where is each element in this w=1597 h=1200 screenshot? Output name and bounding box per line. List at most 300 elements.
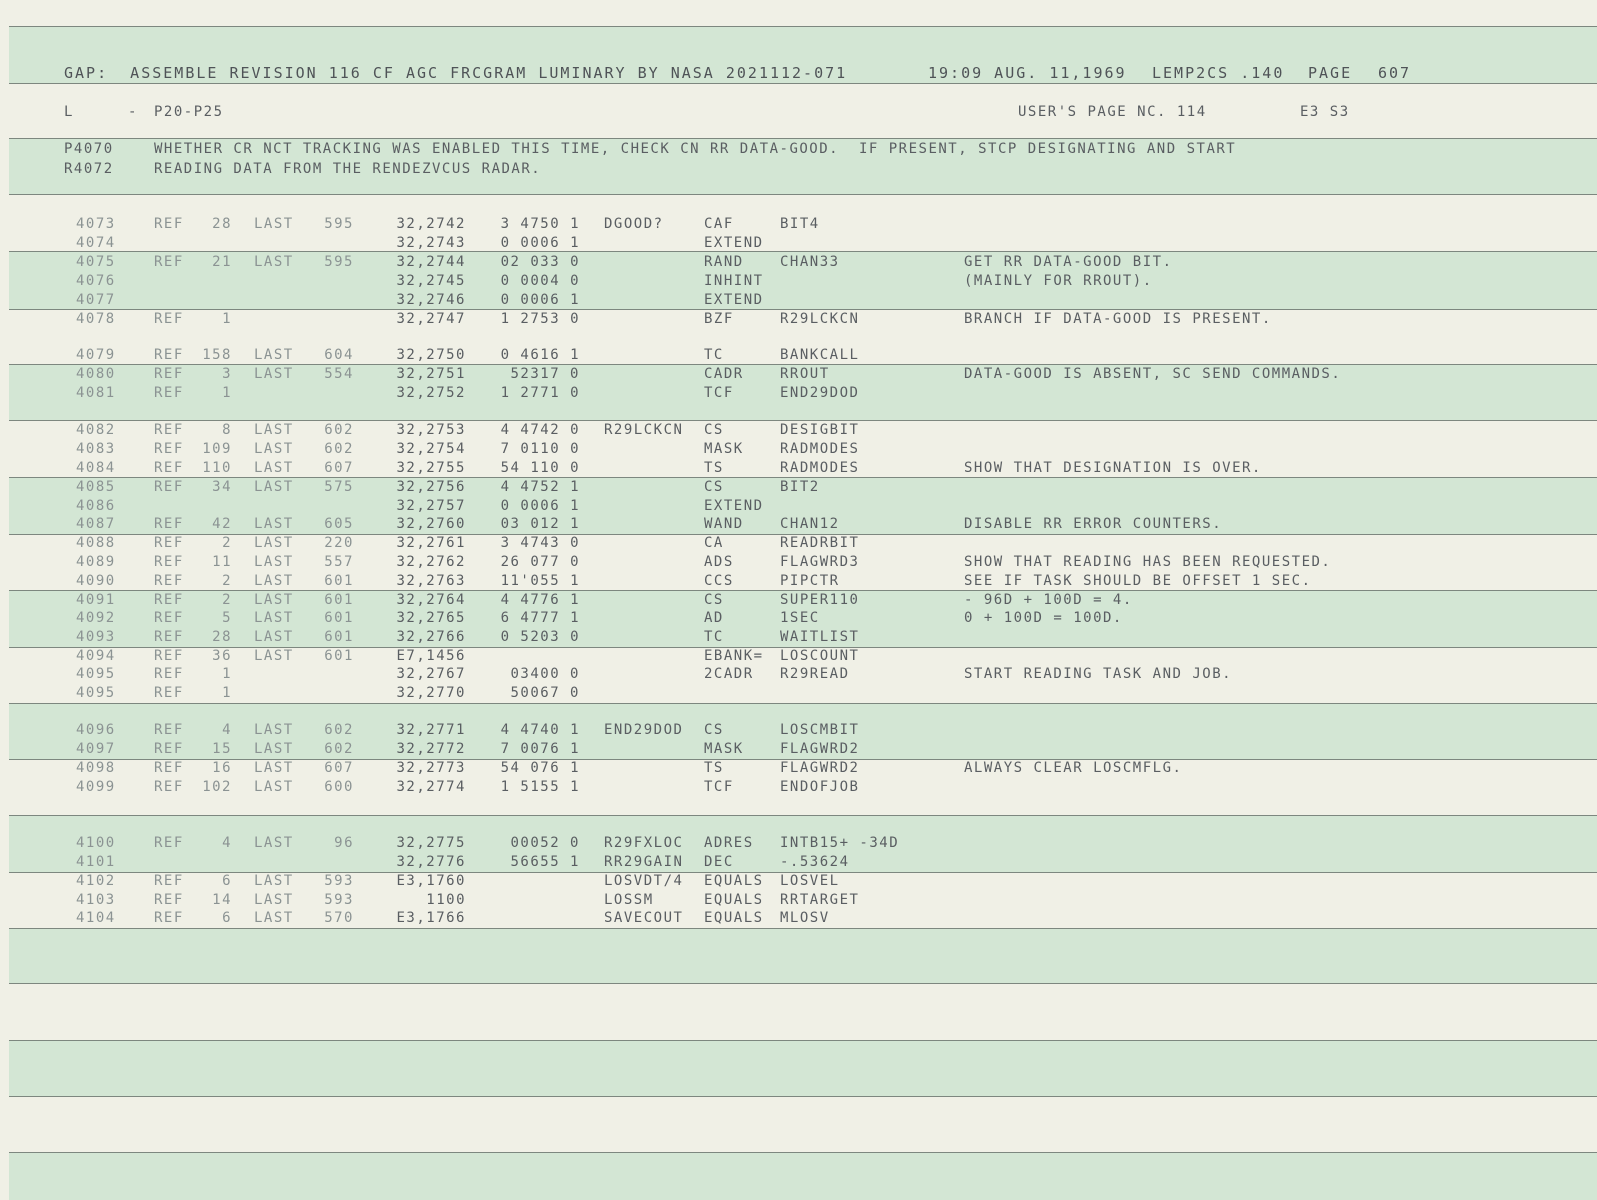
header-job: LEMP2CS .140 — [1152, 64, 1285, 82]
ref-count: 1 — [222, 685, 232, 701]
band-rule — [9, 364, 1597, 365]
octal-code: 54 110 0 — [500, 460, 580, 476]
operand: FLAGWRD2 — [780, 760, 860, 776]
opcode: 2CADR — [704, 666, 754, 682]
line-number: 4073 — [76, 216, 116, 232]
last-page: 601 — [324, 573, 354, 589]
octal-code: 26 077 0 — [500, 554, 580, 570]
last-page: 600 — [324, 779, 354, 795]
header-timestamp: 19:09 AUG. 11,1969 — [928, 64, 1127, 82]
last-label: LAST — [254, 216, 294, 232]
last-page: 557 — [324, 554, 354, 570]
last-page: 602 — [324, 741, 354, 757]
opcode: TS — [704, 760, 724, 776]
line-number: 4095 — [76, 666, 116, 682]
operand: RADMODES — [780, 441, 860, 457]
ref-label: REF — [154, 385, 184, 401]
ref-count: 11 — [212, 554, 232, 570]
address: 32,2766 — [396, 629, 466, 645]
header-page-number: 607 — [1378, 64, 1412, 82]
octal-code: 6 4777 1 — [500, 610, 580, 626]
last-label: LAST — [254, 592, 294, 608]
ref-label: REF — [154, 311, 184, 327]
operand: CHAN12 — [780, 516, 840, 532]
operand: END29DOD — [780, 385, 860, 401]
last-label: LAST — [254, 873, 294, 889]
ref-label: REF — [154, 460, 184, 476]
address: 32,2745 — [396, 273, 466, 289]
octal-code: 0 0004 0 — [500, 273, 580, 289]
octal-code: 0 4616 1 — [500, 347, 580, 363]
ref-label: REF — [154, 347, 184, 363]
opcode: EQUALS — [704, 892, 764, 908]
last-label: LAST — [254, 779, 294, 795]
header-title: GAP: ASSEMBLE REVISION 116 CF AGC FRCGRAM LUMINARY BY NASA 2021112-071 — [64, 64, 848, 82]
address: 32,2765 — [396, 610, 466, 626]
address: E7,1456 — [396, 648, 466, 664]
ref-label: REF — [154, 722, 184, 738]
last-page: 607 — [324, 460, 354, 476]
band-rule — [9, 477, 1597, 478]
octal-code: 56655 1 — [510, 854, 580, 870]
opcode: TCF — [704, 385, 734, 401]
line-number: 4101 — [76, 854, 116, 870]
operand: RRTARGET — [780, 892, 860, 908]
operand: FLAGWRD2 — [780, 741, 860, 757]
octal-code: 4 4740 1 — [500, 722, 580, 738]
ref-label: REF — [154, 835, 184, 851]
last-page: 601 — [324, 592, 354, 608]
address: 32,2763 — [396, 573, 466, 589]
page-tag: E3 S3 — [1300, 104, 1350, 120]
address: 32,2747 — [396, 311, 466, 327]
last-label: LAST — [254, 535, 294, 551]
ref-count: 109 — [202, 441, 232, 457]
header-page-label: PAGE — [1308, 64, 1353, 82]
line-number: 4081 — [76, 385, 116, 401]
ref-label: REF — [154, 873, 184, 889]
remark-id: R4072 — [64, 161, 114, 177]
address: E3,1766 — [396, 910, 466, 926]
last-label: LAST — [254, 441, 294, 457]
symbol-label: SAVECOUT — [604, 910, 684, 926]
comment: DISABLE RR ERROR COUNTERS. — [964, 516, 1223, 532]
ref-label: REF — [154, 254, 184, 270]
operand: RROUT — [780, 366, 830, 382]
opcode: EXTEND — [704, 235, 764, 251]
ref-count: 1 — [222, 385, 232, 401]
line-number: 4092 — [76, 610, 116, 626]
address: 32,2746 — [396, 292, 466, 308]
operand: PIPCTR — [780, 573, 840, 589]
remark-id: P4070 — [64, 141, 114, 157]
ref-count: 1 — [222, 311, 232, 327]
address: 32,2752 — [396, 385, 466, 401]
opcode: CADR — [704, 366, 744, 382]
users-page: USER'S PAGE NC. 114 — [1018, 104, 1207, 120]
last-page: 220 — [324, 535, 354, 551]
last-page: 554 — [324, 366, 354, 382]
band-rule — [9, 420, 1597, 421]
symbol-label: R29LCKCN — [604, 422, 684, 438]
last-page: 602 — [324, 441, 354, 457]
line-number: 4094 — [76, 648, 116, 664]
octal-code: 4 4752 1 — [500, 479, 580, 495]
address: 32,2754 — [396, 441, 466, 457]
address: 1100 — [426, 892, 466, 908]
ref-count: 158 — [202, 347, 232, 363]
opcode: EQUALS — [704, 910, 764, 926]
comment: (MAINLY FOR RROUT). — [964, 273, 1153, 289]
ref-count: 34 — [212, 479, 232, 495]
octal-code: 7 0110 0 — [500, 441, 580, 457]
ref-label: REF — [154, 422, 184, 438]
ref-count: 8 — [222, 422, 232, 438]
address: 32,2770 — [396, 685, 466, 701]
operand: BIT2 — [780, 479, 820, 495]
address: 32,2772 — [396, 741, 466, 757]
octal-code: 3 4750 1 — [500, 216, 580, 232]
operand: READRBIT — [780, 535, 860, 551]
operand: R29LCKCN — [780, 311, 860, 327]
last-label: LAST — [254, 741, 294, 757]
line-number: 4102 — [76, 873, 116, 889]
comment: DATA-GOOD IS ABSENT, SC SEND COMMANDS. — [964, 366, 1342, 382]
band-rule — [9, 309, 1597, 310]
ref-label: REF — [154, 366, 184, 382]
comment: 0 + 100D = 100D. — [964, 610, 1123, 626]
line-number: 4089 — [76, 554, 116, 570]
operand: CHAN33 — [780, 254, 840, 270]
octal-code: 4 4742 0 — [500, 422, 580, 438]
octal-code: 7 0076 1 — [500, 741, 580, 757]
line-number: 4087 — [76, 516, 116, 532]
ref-label: REF — [154, 535, 184, 551]
ref-count: 6 — [222, 910, 232, 926]
line-number: 4084 — [76, 460, 116, 476]
ref-count: 1 — [222, 666, 232, 682]
ref-label: REF — [154, 610, 184, 626]
line-number: 4086 — [76, 498, 116, 514]
ref-count: 28 — [212, 629, 232, 645]
opcode: WAND — [704, 516, 744, 532]
address: 32,2750 — [396, 347, 466, 363]
opcode: EBANK= — [704, 648, 764, 664]
ref-count: 110 — [202, 460, 232, 476]
last-label: LAST — [254, 254, 294, 270]
last-label: LAST — [254, 892, 294, 908]
symbol-label: R29FXLOC — [604, 835, 684, 851]
opcode: BZF — [704, 311, 734, 327]
octal-code: 1 2753 0 — [500, 311, 580, 327]
operand: ENDOFJOB — [780, 779, 860, 795]
ref-count: 3 — [222, 366, 232, 382]
ref-label: REF — [154, 479, 184, 495]
operand: -.53624 — [780, 854, 850, 870]
last-label: LAST — [254, 347, 294, 363]
line-number: 4082 — [76, 422, 116, 438]
address: 32,2756 — [396, 479, 466, 495]
address: 32,2761 — [396, 535, 466, 551]
octal-code: 00052 0 — [510, 835, 580, 851]
ref-count: 2 — [222, 535, 232, 551]
ref-label: REF — [154, 516, 184, 532]
line-number: 4083 — [76, 441, 116, 457]
band-rule — [9, 703, 1597, 704]
address: 32,2743 — [396, 235, 466, 251]
operand: LOSCOUNT — [780, 648, 860, 664]
opcode: AD — [704, 610, 724, 626]
address: 32,2760 — [396, 516, 466, 532]
ref-label: REF — [154, 629, 184, 645]
operand: BANKCALL — [780, 347, 860, 363]
opcode: CA — [704, 535, 724, 551]
ref-count: 102 — [202, 779, 232, 795]
operand: R29READ — [780, 666, 850, 682]
last-label: LAST — [254, 554, 294, 570]
octal-code: 0 0006 1 — [500, 498, 580, 514]
operand: 1SEC — [780, 610, 820, 626]
line-number: 4100 — [76, 835, 116, 851]
opcode: EQUALS — [704, 873, 764, 889]
opcode: EXTEND — [704, 292, 764, 308]
opcode: CCS — [704, 573, 734, 589]
last-page: 593 — [324, 873, 354, 889]
last-page: 607 — [324, 760, 354, 776]
opcode: INHINT — [704, 273, 764, 289]
octal-code: 50067 0 — [510, 685, 580, 701]
last-label: LAST — [254, 835, 294, 851]
section-name: P20-P25 — [154, 104, 224, 120]
last-label: LAST — [254, 610, 294, 626]
line-number: 4098 — [76, 760, 116, 776]
opcode: MASK — [704, 441, 744, 457]
symbol-label: DGOOD? — [604, 216, 664, 232]
operand: INTB15+ -34D — [780, 835, 900, 851]
opcode: EXTEND — [704, 498, 764, 514]
last-page: 595 — [324, 254, 354, 270]
address: 32,2764 — [396, 592, 466, 608]
octal-code: 0 0006 1 — [500, 292, 580, 308]
line-number: 4103 — [76, 892, 116, 908]
paper-band — [9, 1040, 1597, 1096]
ref-count: 6 — [222, 873, 232, 889]
ref-label: REF — [154, 779, 184, 795]
opcode: MASK — [704, 741, 744, 757]
comment: START READING TASK AND JOB. — [964, 666, 1233, 682]
line-number: 4090 — [76, 573, 116, 589]
address: 32,2762 — [396, 554, 466, 570]
line-number: 4095 — [76, 685, 116, 701]
address: E3,1760 — [396, 873, 466, 889]
address: 32,2774 — [396, 779, 466, 795]
comment: GET RR DATA-GOOD BIT. — [964, 254, 1173, 270]
line-number: 4097 — [76, 741, 116, 757]
ref-count: 28 — [212, 216, 232, 232]
last-label: LAST — [254, 422, 294, 438]
opcode: ADS — [704, 554, 734, 570]
line-number: 4076 — [76, 273, 116, 289]
comment: ALWAYS CLEAR LOSCMFLG. — [964, 760, 1183, 776]
address: 32,2757 — [396, 498, 466, 514]
operand: SUPER110 — [780, 592, 860, 608]
operand: DESIGBIT — [780, 422, 860, 438]
last-page: 593 — [324, 892, 354, 908]
octal-code: 1 5155 1 — [500, 779, 580, 795]
comment: SEE IF TASK SHOULD BE OFFSET 1 SEC. — [964, 573, 1312, 589]
remark-text: READING DATA FROM THE RENDEZVCUS RADAR. — [154, 161, 542, 177]
octal-code: 03 012 1 — [500, 516, 580, 532]
operand: RADMODES — [780, 460, 860, 476]
last-page: 604 — [324, 347, 354, 363]
line-number: 4078 — [76, 311, 116, 327]
line-number: 4075 — [76, 254, 116, 270]
ref-label: REF — [154, 685, 184, 701]
line-number: 4104 — [76, 910, 116, 926]
last-page: 602 — [324, 422, 354, 438]
opcode: TC — [704, 629, 724, 645]
band-rule — [9, 1040, 1597, 1041]
ref-count: 4 — [222, 835, 232, 851]
ref-count: 4 — [222, 722, 232, 738]
line-number: 4088 — [76, 535, 116, 551]
band-rule — [9, 138, 1597, 139]
ref-count: 5 — [222, 610, 232, 626]
address: 32,2773 — [396, 760, 466, 776]
last-page: 605 — [324, 516, 354, 532]
octal-code: 11'055 1 — [500, 573, 580, 589]
type-code: L — [64, 104, 74, 120]
last-label: LAST — [254, 648, 294, 664]
octal-code: 03400 0 — [510, 666, 580, 682]
band-rule — [9, 1096, 1597, 1097]
comment: BRANCH IF DATA-GOOD IS PRESENT. — [964, 311, 1272, 327]
ref-count: 2 — [222, 592, 232, 608]
symbol-label: LOSVDT/4 — [604, 873, 684, 889]
opcode: RAND — [704, 254, 744, 270]
band-rule — [9, 194, 1597, 195]
opcode: CS — [704, 722, 724, 738]
octal-code: 0 5203 0 — [500, 629, 580, 645]
ref-count: 2 — [222, 573, 232, 589]
octal-code: 0 0006 1 — [500, 235, 580, 251]
opcode: CS — [704, 592, 724, 608]
band-rule — [9, 83, 1597, 84]
octal-code: 02 033 0 — [500, 254, 580, 270]
ref-label: REF — [154, 592, 184, 608]
octal-code: 52317 0 — [510, 366, 580, 382]
ref-label: REF — [154, 741, 184, 757]
ref-label: REF — [154, 648, 184, 664]
operand: BIT4 — [780, 216, 820, 232]
octal-code: 4 4776 1 — [500, 592, 580, 608]
ref-label: REF — [154, 573, 184, 589]
last-label: LAST — [254, 516, 294, 532]
ref-count: 42 — [212, 516, 232, 532]
line-number: 4091 — [76, 592, 116, 608]
last-label: LAST — [254, 366, 294, 382]
opcode: CS — [704, 422, 724, 438]
opcode: DEC — [704, 854, 734, 870]
band-rule — [9, 251, 1597, 252]
octal-code: 54 076 1 — [500, 760, 580, 776]
line-number: 4080 — [76, 366, 116, 382]
symbol-label: RR29GAIN — [604, 854, 684, 870]
last-label: LAST — [254, 460, 294, 476]
address: 32,2775 — [396, 835, 466, 851]
remark-text: WHETHER CR NCT TRACKING WAS ENABLED THIS TIME, CHECK CN RR DATA-GOOD. IF PRESENT, STCP DESIGNATING AND START — [154, 141, 1237, 157]
last-label: LAST — [254, 479, 294, 495]
address: 32,2776 — [396, 854, 466, 870]
last-label: LAST — [254, 910, 294, 926]
last-label: LAST — [254, 722, 294, 738]
ref-count: 15 — [212, 741, 232, 757]
comment: - 96D + 100D = 4. — [964, 592, 1133, 608]
octal-code: 1 2771 0 — [500, 385, 580, 401]
paper-band — [9, 1152, 1597, 1200]
octal-code: 3 4743 0 — [500, 535, 580, 551]
opcode: TS — [704, 460, 724, 476]
line-number: 4079 — [76, 347, 116, 363]
last-page: 595 — [324, 216, 354, 232]
band-rule — [9, 928, 1597, 929]
operand: LOSCMBIT — [780, 722, 860, 738]
address: 32,2753 — [396, 422, 466, 438]
address: 32,2744 — [396, 254, 466, 270]
opcode: ADRES — [704, 835, 754, 851]
line-number: 4085 — [76, 479, 116, 495]
band-rule — [9, 815, 1597, 816]
opcode: CS — [704, 479, 724, 495]
address: 32,2771 — [396, 722, 466, 738]
address: 32,2755 — [396, 460, 466, 476]
operand: WAITLIST — [780, 629, 860, 645]
last-page: 570 — [324, 910, 354, 926]
line-number: 4093 — [76, 629, 116, 645]
address: 32,2767 — [396, 666, 466, 682]
last-page: 601 — [324, 629, 354, 645]
symbol-label: END29DOD — [604, 722, 684, 738]
comment: SHOW THAT READING HAS BEEN REQUESTED. — [964, 554, 1332, 570]
ref-label: REF — [154, 666, 184, 682]
ref-count: 36 — [212, 648, 232, 664]
last-label: LAST — [254, 760, 294, 776]
ref-count: 16 — [212, 760, 232, 776]
comment: SHOW THAT DESIGNATION IS OVER. — [964, 460, 1262, 476]
symbol-label: LOSSM — [604, 892, 654, 908]
band-rule — [9, 983, 1597, 984]
address: 32,2751 — [396, 366, 466, 382]
ref-count: 21 — [212, 254, 232, 270]
ref-label: REF — [154, 554, 184, 570]
ref-label: REF — [154, 760, 184, 776]
operand: FLAGWRD3 — [780, 554, 860, 570]
last-page: 601 — [324, 610, 354, 626]
last-page: 601 — [324, 648, 354, 664]
band-rule — [9, 1152, 1597, 1153]
last-page: 602 — [324, 722, 354, 738]
band-rule — [9, 26, 1597, 27]
last-label: LAST — [254, 629, 294, 645]
line-number: 4096 — [76, 722, 116, 738]
operand: LOSVEL — [780, 873, 840, 889]
ref-label: REF — [154, 892, 184, 908]
type-dash: - — [128, 104, 138, 120]
address: 32,2742 — [396, 216, 466, 232]
last-page: 575 — [324, 479, 354, 495]
operand: MLOSV — [780, 910, 830, 926]
opcode: TCF — [704, 779, 734, 795]
